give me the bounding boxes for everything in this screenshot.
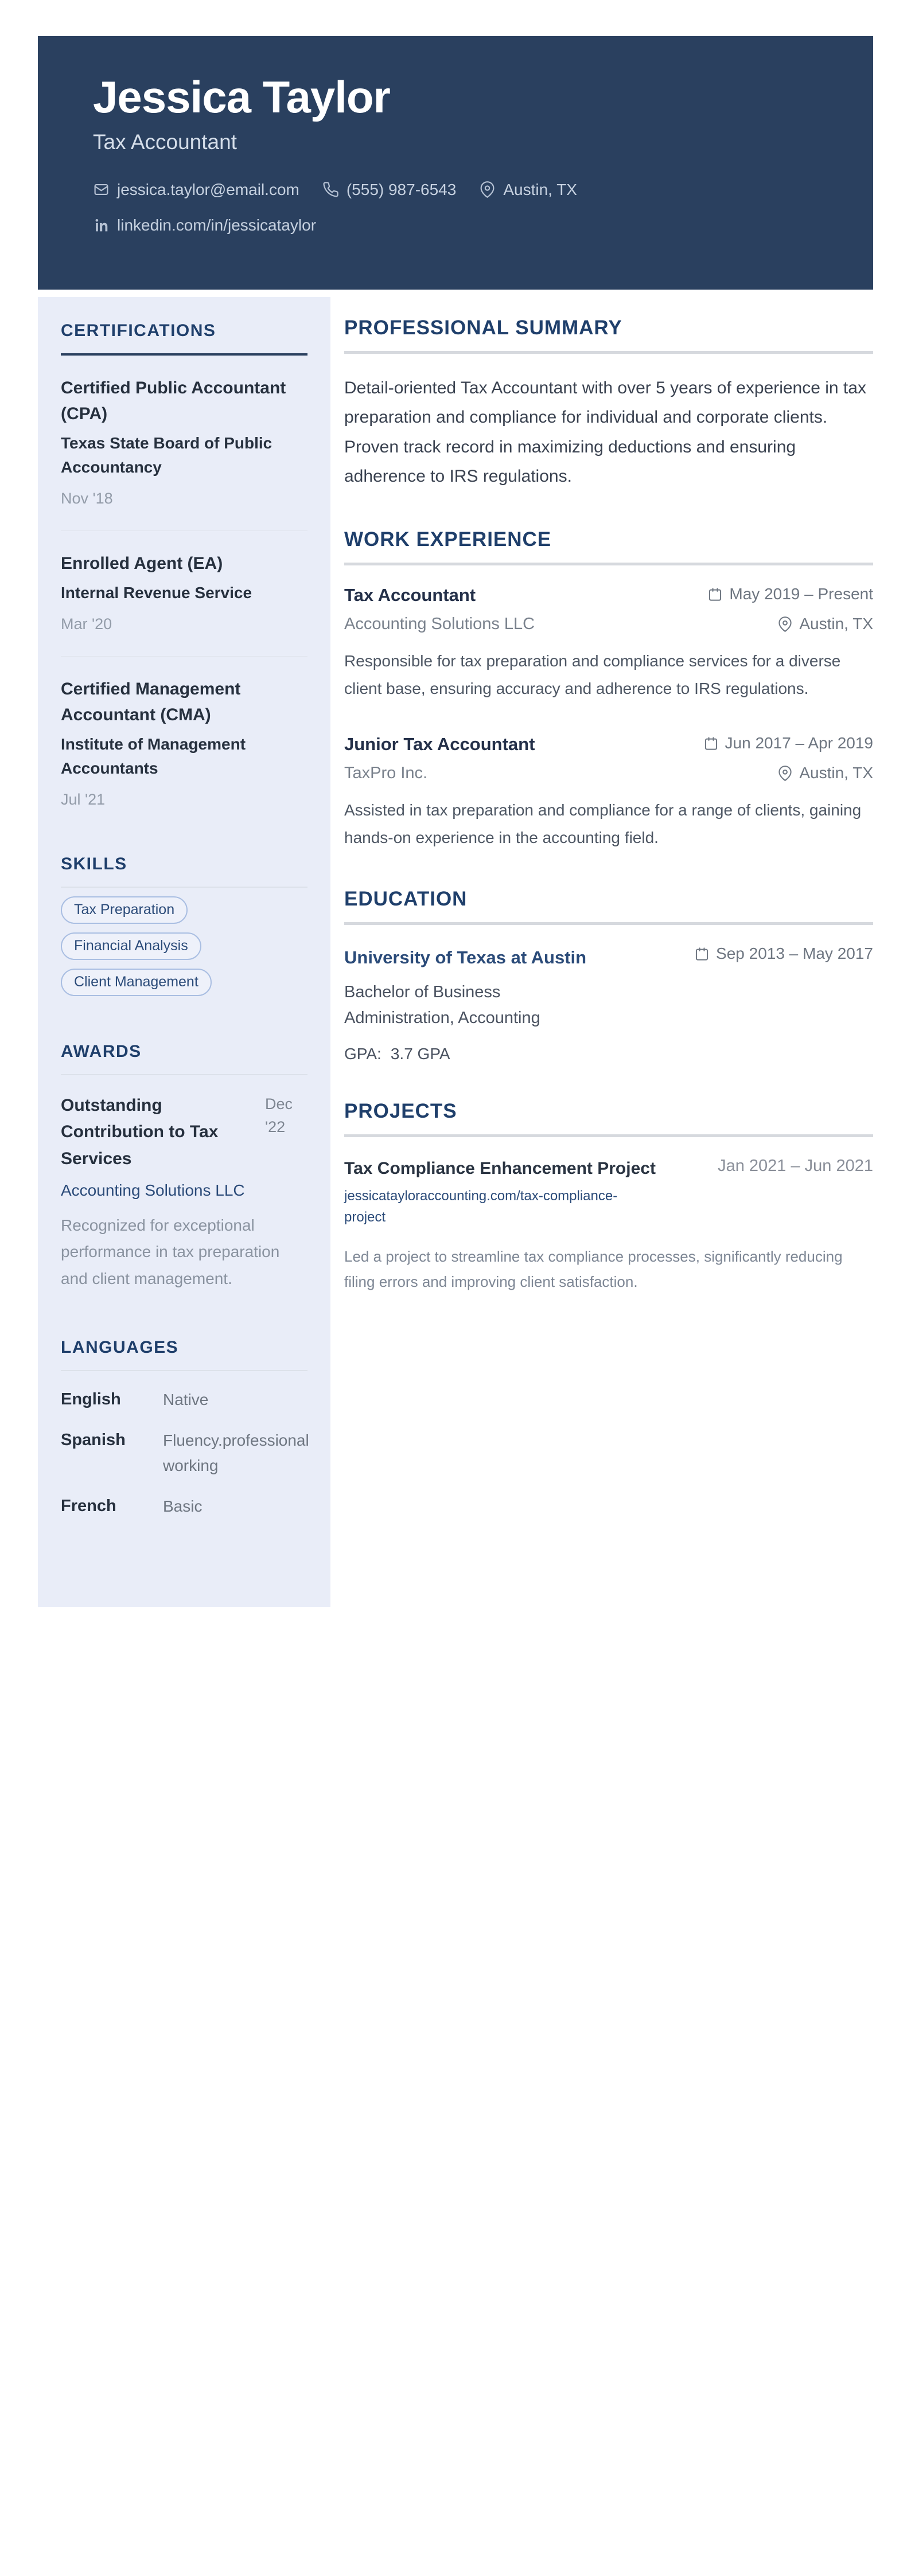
job-location xyxy=(777,615,873,633)
education-dates xyxy=(694,944,873,963)
project-description: Led a project to streamline tax compliance processes, significantly reducing filing errors and improving client satisfaction. xyxy=(344,1248,843,1291)
awards-underline xyxy=(61,1074,307,1075)
award-description: Recognized for exceptional performance in tax preparation and client management. xyxy=(61,1216,280,1287)
awards-heading: AWARDS xyxy=(61,1041,142,1061)
skill-pill: Client Management xyxy=(61,969,212,996)
award-head xyxy=(61,1092,307,1173)
certification-date: Jul '21 xyxy=(61,790,106,808)
job-company: Accounting Solutions LLC xyxy=(344,615,535,634)
language-level: Native xyxy=(163,1390,209,1408)
education-head xyxy=(344,944,873,971)
certification-org: Institute of Management Accountants xyxy=(61,735,246,777)
certification-org: Internal Revenue Service xyxy=(61,583,252,602)
projects-section xyxy=(344,1100,873,1295)
job-subhead xyxy=(344,615,873,634)
job-entry xyxy=(344,734,873,851)
main-column xyxy=(344,297,873,1295)
summary-text: Detail-oriented Tax Accountant with over 5 years of experience in tax preparation and compliance for individual and corporate clients. Proven track record in maximizing deductions and ensuring adherence to IRS regulations. xyxy=(344,378,866,486)
skill-pill: Financial Analysis xyxy=(61,932,201,960)
education-section xyxy=(344,888,873,1063)
skills-list xyxy=(61,896,307,996)
contact-row-2 xyxy=(93,216,818,235)
language-name: French xyxy=(61,1497,116,1516)
language-name: Spanish xyxy=(61,1431,126,1450)
job-subhead xyxy=(344,764,873,783)
language-name: English xyxy=(61,1390,121,1408)
experience-heading: WORK EXPERIENCE xyxy=(344,528,552,551)
mail-icon xyxy=(93,181,110,198)
certification-item xyxy=(61,676,307,809)
job-dates xyxy=(703,734,873,752)
person-job-title: Tax Accountant xyxy=(93,130,237,154)
sidebar xyxy=(38,297,330,1607)
education-entry xyxy=(344,944,873,1063)
contact-location-text: Austin, TX xyxy=(503,180,577,198)
languages-underline xyxy=(61,1370,307,1371)
gpa-value: 3.7 GPA xyxy=(390,1044,450,1063)
contact-email-text: jessica.taylor@email.com xyxy=(117,180,299,198)
certification-date: Nov '18 xyxy=(61,489,113,507)
education-heading: EDUCATION xyxy=(344,888,468,911)
summary-underline xyxy=(344,351,873,354)
language-level: Basic xyxy=(163,1497,203,1516)
certification-item xyxy=(61,551,307,633)
experience-underline xyxy=(344,563,873,565)
education-dates-text: Sep 2013 – May 2017 xyxy=(716,944,873,963)
degree: Bachelor of Business Administration, Accounting xyxy=(344,982,540,1027)
location-pin-icon xyxy=(777,766,793,781)
award-org: Accounting Solutions LLC xyxy=(61,1181,245,1200)
award-date: Dec '22 xyxy=(265,1095,293,1136)
divider xyxy=(61,656,307,657)
job-dates-text: Jun 2017 – Apr 2019 xyxy=(725,734,873,752)
certification-name: Enrolled Agent (EA) xyxy=(61,553,223,573)
job-location-text: Austin, TX xyxy=(799,615,873,633)
linkedin-icon xyxy=(93,217,110,233)
resume-body xyxy=(38,297,873,1607)
award-item xyxy=(61,1092,307,1292)
certification-org: Texas State Board of Public Accountancy xyxy=(61,434,272,476)
projects-underline xyxy=(344,1134,873,1137)
summary-section xyxy=(344,317,873,491)
job-dates-text: May 2019 – Present xyxy=(729,585,873,603)
phone-icon xyxy=(322,181,339,198)
job-company: TaxPro Inc. xyxy=(344,764,428,783)
certification-item xyxy=(61,375,307,508)
languages-section xyxy=(61,1338,307,1519)
gpa-row xyxy=(344,1045,873,1063)
summary-heading: PROFESSIONAL SUMMARY xyxy=(344,316,622,339)
job-entry xyxy=(344,585,873,702)
job-title: Junior Tax Accountant xyxy=(344,734,535,755)
person-name: Jessica Taylor xyxy=(93,72,390,122)
language-row xyxy=(61,1494,307,1519)
contact-linkedin-text[interactable]: linkedin.com/in/jessicataylor xyxy=(117,216,317,234)
skill-pill: Tax Preparation xyxy=(61,896,188,924)
job-head xyxy=(344,585,873,606)
awards-section xyxy=(61,1042,307,1292)
certifications-section xyxy=(61,321,307,809)
skills-heading: SKILLS xyxy=(61,854,127,873)
project-name: Tax Compliance Enhancement Project xyxy=(344,1158,656,1178)
skills-section xyxy=(61,854,307,996)
language-row xyxy=(61,1428,307,1478)
contact-row xyxy=(93,181,818,199)
experience-section xyxy=(344,528,873,851)
divider xyxy=(61,530,307,531)
award-name: Outstanding Contribution to Tax Services xyxy=(61,1095,219,1168)
project-link[interactable]: jessicatayloraccounting.com/tax-compliance-project xyxy=(344,1188,618,1225)
contact-linkedin[interactable] xyxy=(93,216,316,235)
language-row xyxy=(61,1387,307,1412)
location-pin-icon xyxy=(479,181,496,198)
project-head xyxy=(344,1157,873,1181)
languages-heading: LANGUAGES xyxy=(61,1337,179,1357)
calendar-icon xyxy=(694,946,710,962)
calendar-icon xyxy=(707,587,723,602)
language-level: Fluency.professional working xyxy=(163,1431,309,1474)
skills-underline xyxy=(61,887,307,888)
job-location-text: Austin, TX xyxy=(799,764,873,782)
certification-name: Certified Public Accountant (CPA) xyxy=(61,378,286,423)
contact-phone xyxy=(322,181,456,199)
gpa-label: GPA: xyxy=(344,1044,381,1063)
job-location xyxy=(777,764,873,782)
project-dates: Jan 2021 – Jun 2021 xyxy=(718,1156,873,1175)
job-dates xyxy=(707,585,873,603)
contact-location xyxy=(479,181,577,199)
job-title: Tax Accountant xyxy=(344,585,476,606)
location-pin-icon xyxy=(777,616,793,632)
job-description: Assisted in tax preparation and compliance for a range of clients, gaining hands-on experience in the accounting field. xyxy=(344,801,862,846)
contact-email xyxy=(93,181,299,199)
certifications-heading: CERTIFICATIONS xyxy=(61,321,216,340)
certification-name: Certified Management Accountant (CMA) xyxy=(61,679,241,724)
resume-header xyxy=(38,36,873,290)
job-head xyxy=(344,734,873,755)
job-description: Responsible for tax preparation and compliance services for a diverse client base, ensuring accuracy and adherence to IRS regulations. xyxy=(344,652,841,697)
calendar-icon xyxy=(703,736,719,751)
project-entry xyxy=(344,1157,873,1295)
projects-heading: PROJECTS xyxy=(344,1099,457,1122)
certification-date: Mar '20 xyxy=(61,615,112,633)
contact-phone-text: (555) 987-6543 xyxy=(346,180,457,198)
certifications-underline xyxy=(61,353,307,356)
education-underline xyxy=(344,922,873,925)
school-name: University of Texas at Austin xyxy=(344,947,587,968)
